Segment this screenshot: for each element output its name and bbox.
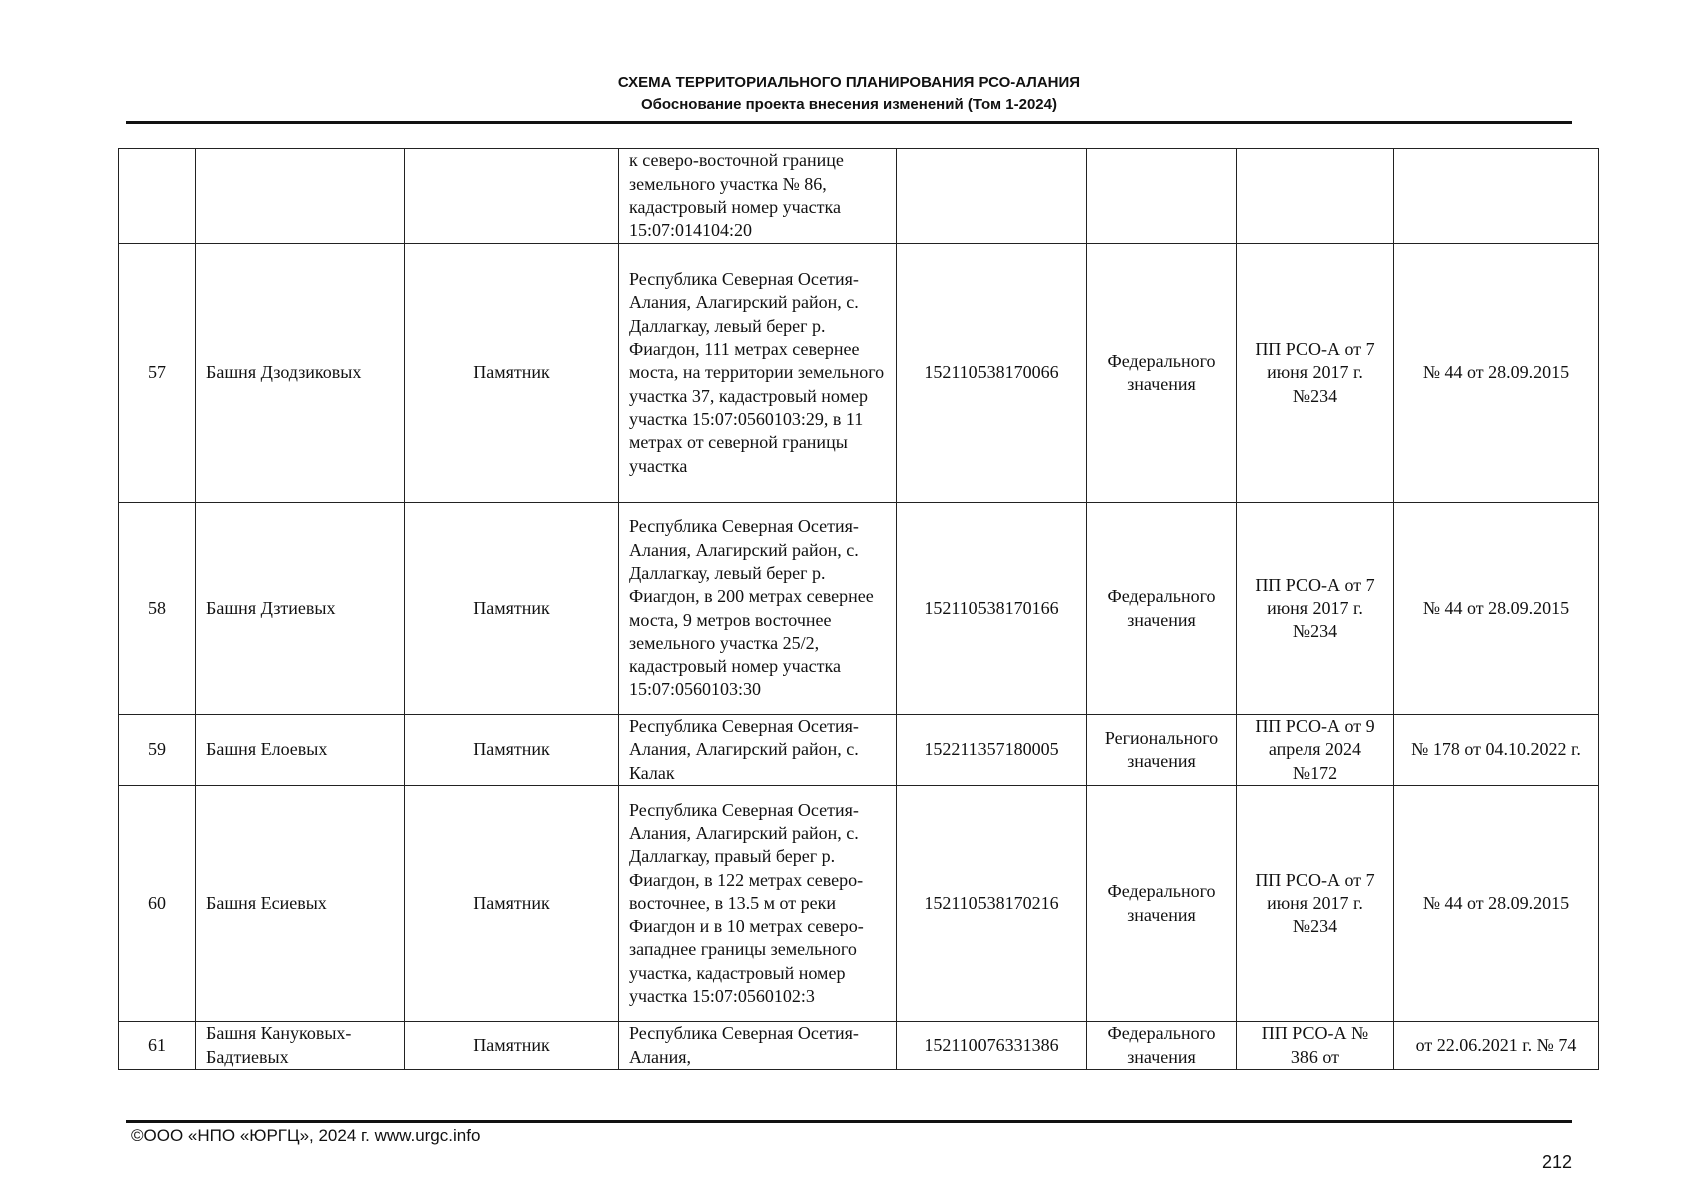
object-address: Республика Северная Осетия-Алания, Алагирский район, с. Даллагкау, левый берег р. Фиагдон, 111 метрах севернее моста, на территории земельного участка 37, кадастровый номер участка 15:07:0560103:29, в 11 метрах от северной границы участка	[619, 244, 897, 503]
object-address: Республика Северная Осетия-Алания,	[619, 1022, 897, 1070]
row-number: 60	[119, 786, 196, 1022]
expertise-document	[1394, 149, 1599, 244]
table-row	[119, 149, 1599, 244]
registry-number: 152110076331386	[897, 1022, 1087, 1070]
object-type: Памятник	[405, 503, 619, 715]
decree-document: ПП РСО-А от 7 июня 2017 г. №234	[1237, 786, 1394, 1022]
table-row	[119, 244, 1599, 503]
registry-number: 152110538170216	[897, 786, 1087, 1022]
object-address: Республика Северная Осетия-Алания, Алагирский район, с. Даллагкау, правый берег р. Фиагдон, в 122 метрах северо-восточнее, в 13.5 м от реки Фиагдон и в 10 метрах северо-западнее границы земельного участка, кадастровый номер участка 15:07:0560102:3	[619, 786, 897, 1022]
expertise-document: от 22.06.2021 г. № 74	[1394, 1022, 1599, 1070]
row-number: 59	[119, 715, 196, 786]
object-type	[405, 149, 619, 244]
object-name: Башня Елоевых	[196, 715, 405, 786]
expertise-document: № 44 от 28.09.2015	[1394, 244, 1599, 503]
row-number: 61	[119, 1022, 196, 1070]
row-number: 58	[119, 503, 196, 715]
object-category: Федерального значения	[1087, 244, 1237, 503]
heritage-objects-table	[118, 148, 1599, 1070]
registry-number	[897, 149, 1087, 244]
registry-number: 152110538170066	[897, 244, 1087, 503]
object-address: Республика Северная Осетия-Алания, Алагирский район, с. Даллагкау, левый берег р. Фиагдон, в 200 метрах севернее моста, 9 метров восточнее земельного участка 25/2, кадастровый номер участка 15:07:0560103:30	[619, 503, 897, 715]
object-name: Башня Есиевых	[196, 786, 405, 1022]
header-title: СХЕМА ТЕРРИТОРИАЛЬНОГО ПЛАНИРОВАНИЯ РСО-АЛАНИЯ	[617, 74, 1081, 91]
decree-document: ПП РСО-А от 7 июня 2017 г. №234	[1237, 503, 1394, 715]
footer-copyright: ©ООО «НПО «ЮРГЦ», 2024 г. www.urgc.info	[131, 1126, 481, 1145]
object-name: Башня Кануковых-Бадтиевых	[196, 1022, 405, 1070]
decree-document: ПП РСО-А от 9 апреля 2024 №172	[1237, 715, 1394, 786]
table-row	[119, 503, 1599, 715]
object-type: Памятник	[405, 786, 619, 1022]
registry-number: 152110538170166	[897, 503, 1087, 715]
object-type: Памятник	[405, 244, 619, 503]
object-type: Памятник	[405, 1022, 619, 1070]
expertise-document: № 44 от 28.09.2015	[1394, 786, 1599, 1022]
header-divider	[126, 121, 1572, 124]
object-category: Федерального значения	[1087, 1022, 1237, 1070]
object-category: Регионального значения	[1087, 715, 1237, 786]
header-subtitle: Обоснование проекта внесения изменений (Том 1-2024)	[641, 96, 1057, 113]
object-name	[196, 149, 405, 244]
expertise-document: № 178 от 04.10.2022 г.	[1394, 715, 1599, 786]
registry-number: 152211357180005	[897, 715, 1087, 786]
table-row	[119, 786, 1599, 1022]
footer-divider	[126, 1120, 1572, 1123]
row-number: 57	[119, 244, 196, 503]
table-row	[119, 1022, 1599, 1070]
object-address: к северо-восточной границе земельного участка № 86, кадастровый номер участка 15:07:014104:20	[619, 149, 897, 244]
object-category: Федерального значения	[1087, 503, 1237, 715]
page-number: 212	[1541, 1152, 1572, 1172]
table-row	[119, 715, 1599, 786]
decree-document: ПП РСО-А от 7 июня 2017 г. №234	[1237, 244, 1394, 503]
object-type: Памятник	[405, 715, 619, 786]
decree-document: ПП РСО-А № 386 от	[1237, 1022, 1394, 1070]
object-name: Башня Дзтиевых	[196, 503, 405, 715]
row-number	[119, 149, 196, 244]
object-address: Республика Северная Осетия-Алания, Алагирский район, с. Калак	[619, 715, 897, 786]
object-name: Башня Дзодзиковых	[196, 244, 405, 503]
object-category: Федерального значения	[1087, 786, 1237, 1022]
page-header	[126, 72, 1572, 116]
expertise-document: № 44 от 28.09.2015	[1394, 503, 1599, 715]
decree-document	[1237, 149, 1394, 244]
object-category	[1087, 149, 1237, 244]
